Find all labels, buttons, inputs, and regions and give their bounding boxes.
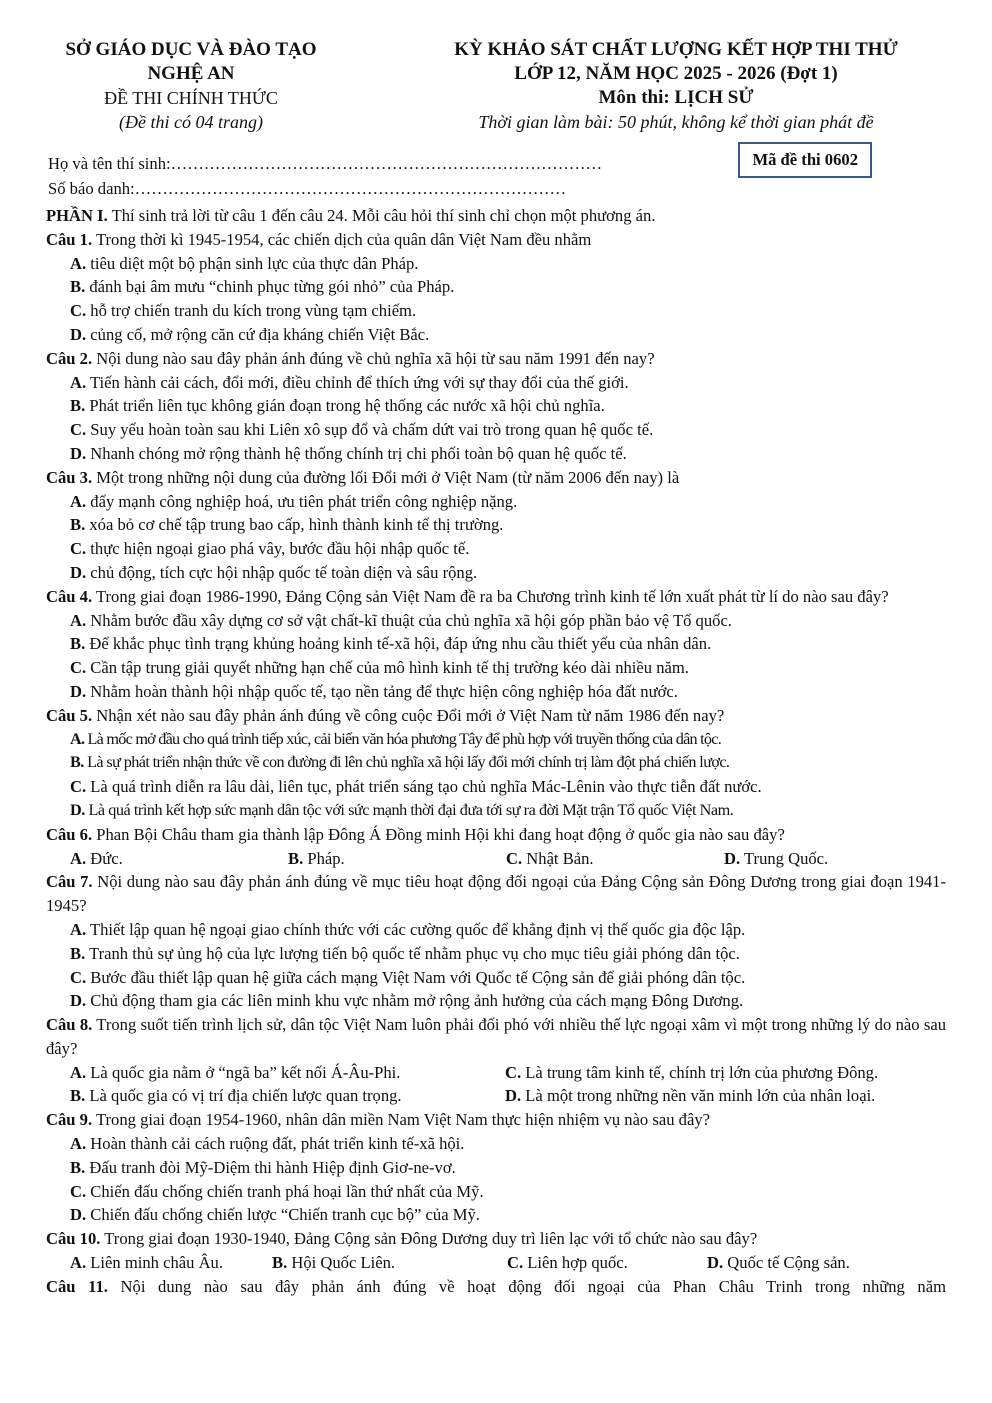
options-row: [46, 1084, 946, 1108]
question-5: [46, 704, 946, 823]
subject-name: Môn thi: LỊCH SỬ: [598, 87, 754, 108]
question-text: Trong giai đoạn 1986-1990, Đảng Cộng sản Việt Nam đề ra ba Chương trình kinh tế lớn xuất phát từ lí do nào sau đây?: [92, 586, 889, 606]
option-d[interactable]: [46, 561, 946, 585]
option-text: Suy yếu hoàn toàn sau khi Liên xô sụp đổ và chấm dứt vai trò trong quan hệ quốc tế.: [86, 420, 654, 440]
option-label: D.: [724, 848, 741, 868]
option-label: A.: [70, 919, 87, 939]
exam-title: KỲ KHẢO SÁT CHẤT LƯỢNG KẾT HỢP THI THỬ: [454, 39, 898, 60]
option-label: A.: [70, 1134, 87, 1154]
question-4: [46, 585, 946, 704]
option-a[interactable]: [46, 371, 946, 395]
option-label: C.: [70, 658, 87, 678]
options-row: [46, 1061, 946, 1085]
option-label: B.: [70, 634, 86, 654]
option-label: D.: [70, 991, 87, 1011]
option-b[interactable]: [46, 394, 946, 418]
option-label: C.: [70, 539, 87, 559]
part1-title: PHẦN I.: [46, 206, 108, 225]
question-number: Câu 9.: [46, 1110, 93, 1130]
province-name: NGHỆ AN: [147, 63, 235, 84]
question-number: Câu 11.: [46, 1276, 108, 1296]
option-label: B.: [70, 1086, 86, 1106]
option-d[interactable]: [724, 847, 946, 871]
option-c[interactable]: [46, 775, 946, 799]
option-label: C.: [507, 1253, 524, 1273]
option-label: B.: [70, 943, 86, 963]
option-text: Chiến đấu chống chiến lược “Chiến tranh cục bộ” của Mỹ.: [86, 1205, 480, 1225]
option-label: D.: [70, 1205, 87, 1225]
option-c[interactable]: [507, 1251, 707, 1275]
option-c[interactable]: [46, 418, 946, 442]
option-label: D.: [70, 324, 87, 344]
option-label: A.: [70, 491, 87, 511]
option-label: B.: [70, 753, 84, 772]
question-number: Câu 7.: [46, 872, 93, 892]
option-a[interactable]: [46, 728, 946, 752]
option-label: B.: [70, 515, 86, 535]
option-text: Hoàn thành cải cách ruộng đất, phát triển kinh tế-xã hội.: [86, 1134, 465, 1154]
question-text: Nhận xét nào sau đây phản ánh đúng về công cuộc Đổi mới ở Việt Nam từ năm 1986 đến nay?: [92, 705, 725, 725]
option-d[interactable]: [707, 1251, 946, 1275]
department-name: SỞ GIÁO DỤC VÀ ĐÀO TẠO: [65, 39, 317, 60]
option-text: đánh bại âm mưu “chinh phục từng gói nhỏ” của Pháp.: [85, 277, 455, 297]
option-label: A.: [70, 729, 85, 748]
question-10: [46, 1227, 946, 1275]
option-label: B.: [70, 277, 86, 297]
option-label: B.: [288, 848, 304, 868]
question-text: Trong thời kì 1945-1954, các chiến dịch của quân dân Việt Nam đều nhằm: [92, 229, 592, 249]
option-text: Thiết lập quan hệ ngoại giao chính thức với các cường quốc để khẳng định vị thế quốc gia độc lập.: [86, 919, 746, 939]
option-text: Liên minh châu Âu.: [86, 1253, 224, 1273]
option-label: C.: [70, 301, 87, 321]
option-text: Là mốc mở đầu cho quá trình tiếp xúc, cải biến văn hóa phương Tây để phù hợp với truyền thống của dân tộc.: [84, 729, 722, 748]
option-label: D.: [707, 1253, 724, 1273]
question-3: [46, 466, 946, 585]
option-text: Để khắc phục tình trạng khủng hoảng kinh tế-xã hội, đáp ứng nhu cầu thiết yếu của nhân dân.: [85, 634, 712, 654]
option-c[interactable]: [505, 1061, 946, 1085]
time-limit: Thời gian làm bài: 50 phút, không kể thời gian phát đề: [478, 112, 874, 132]
option-label: B.: [70, 396, 86, 416]
department-block: [46, 38, 336, 134]
question-9: [46, 1108, 946, 1227]
question-number: Câu 1.: [46, 229, 93, 249]
option-d[interactable]: [46, 799, 946, 823]
option-text: Cần tập trung giải quyết những hạn chế của mô hình kinh tế thị trường kéo dài nhiều năm.: [86, 658, 689, 678]
option-c[interactable]: [46, 537, 946, 561]
option-text: Liên hợp quốc.: [523, 1253, 628, 1273]
candidate-name-field: Họ và tên thí sinh:……………………………………………………………………: [48, 154, 603, 173]
option-b[interactable]: [70, 1084, 505, 1108]
exam-info-block: [406, 38, 946, 134]
option-label: D.: [505, 1086, 522, 1106]
option-text: củng cố, mở rộng căn cứ địa kháng chiến Việt Bắc.: [86, 324, 430, 344]
option-text: Tranh thủ sự ủng hộ của lực lượng tiến bộ quốc tế nhằm phục vụ cho mục tiêu giải phóng dân tộc.: [85, 943, 740, 963]
question-8: [46, 1013, 946, 1108]
option-text: Là quốc gia nằm ở “ngã ba” kết nối Á-Âu-Phi.: [86, 1062, 401, 1082]
options-row: [46, 847, 946, 871]
option-b[interactable]: [288, 847, 506, 871]
question-7: [46, 870, 946, 1013]
option-c[interactable]: [46, 656, 946, 680]
option-text: Chiến đấu chống chiến tranh phá hoại lần thứ nhất của Mỹ.: [86, 1181, 484, 1201]
option-d[interactable]: [505, 1084, 946, 1108]
question-6: [46, 823, 946, 871]
option-text: tiêu diệt một bộ phận sinh lực của thực dân Pháp.: [86, 253, 419, 273]
option-d[interactable]: [46, 323, 946, 347]
option-text: Là quốc gia có vị trí địa chiến lược quan trọng.: [85, 1086, 402, 1106]
option-label: B.: [70, 1157, 86, 1177]
grade-year: LỚP 12, NĂM HỌC 2025 - 2026 (Đợt 1): [514, 63, 838, 84]
option-d[interactable]: [46, 1203, 946, 1227]
option-text: Nhật Bản.: [522, 848, 594, 868]
option-d[interactable]: [46, 680, 946, 704]
option-text: xóa bỏ cơ chế tập trung bao cấp, hình thành kinh tế thị trường.: [85, 515, 504, 535]
option-label: C.: [70, 777, 87, 797]
question-text: Một trong những nội dung của đường lối Đổi mới ở Việt Nam (từ năm 2006 đến nay) là: [92, 467, 680, 487]
option-text: thực hiện ngoại giao phá vây, bước đầu hội nhập quốc tế.: [86, 539, 470, 559]
part1-heading: [46, 204, 946, 228]
option-text: Pháp.: [303, 848, 345, 868]
option-a[interactable]: [46, 609, 946, 633]
option-a[interactable]: [46, 918, 946, 942]
option-label: A.: [70, 1062, 87, 1082]
option-label: B.: [272, 1253, 288, 1273]
question-text: Nội dung nào sau đây phản ánh đúng về mục tiêu hoạt động đối ngoại của Đảng Cộng sản Đông Dương trong giai đoạn 1941-1945?: [46, 872, 946, 916]
question-2: [46, 347, 946, 466]
question-number: Câu 4.: [46, 586, 93, 606]
option-text: Là một trong những nền văn minh lớn của nhân loại.: [521, 1086, 876, 1106]
question-text: Nội dung nào sau đây phản ánh đúng về chủ nghĩa xã hội từ sau năm 1991 đến nay?: [92, 348, 655, 368]
option-label: C.: [70, 420, 87, 440]
candidate-id-field: Số báo danh:……………………………………………………………………: [48, 179, 567, 198]
option-label: C.: [505, 1062, 522, 1082]
option-label: A.: [70, 610, 87, 630]
option-text: Nhanh chóng mở rộng thành hệ thống chính trị chi phối toàn bộ quan hệ quốc tế.: [86, 443, 627, 463]
question-text: Trong giai đoạn 1954-1960, nhân dân miền Nam Việt Nam thực hiện nhiệm vụ nào sau đây?: [92, 1110, 710, 1130]
option-text: Nhằm bước đầu xây dựng cơ sở vật chất-kĩ thuật của chủ nghĩa xã hội góp phần bảo vệ Tổ quốc.: [86, 610, 732, 630]
question-text: Phan Bội Châu tham gia thành lập Đông Á Đồng minh Hội khi đang hoạt động ở quốc gia nào sau đây?: [92, 824, 785, 844]
option-d[interactable]: [46, 442, 946, 466]
option-c[interactable]: [46, 1180, 946, 1204]
option-b[interactable]: [46, 632, 946, 656]
question-text: Trong giai đoạn 1930-1940, Đảng Cộng sản Đông Dương duy trì liên lạc với tổ chức nào sau đây?: [100, 1229, 758, 1249]
option-text: Là trung tâm kinh tế, chính trị lớn của phương Đông.: [521, 1062, 879, 1082]
option-d[interactable]: [46, 989, 946, 1013]
options-row: [46, 1251, 946, 1275]
option-b[interactable]: [46, 513, 946, 537]
option-text: chủ động, tích cực hội nhập quốc tế toàn diện và sâu rộng.: [86, 562, 478, 582]
option-a[interactable]: [70, 847, 288, 871]
option-label: A.: [70, 253, 87, 273]
option-b[interactable]: [46, 751, 946, 775]
exam-header: [46, 38, 946, 134]
official-exam-label: ĐỀ THI CHÍNH THỨC: [104, 88, 278, 108]
option-text: Bước đầu thiết lập quan hệ giữa cách mạng Việt Nam với Quốc tế Cộng sản để giải phóng dân tộc.: [86, 967, 746, 987]
option-text: Là quá trình diễn ra lâu dài, liên tục, phát triển sáng tạo chủ nghĩa Mác-Lênin vào thực tiễn đất nước.: [86, 777, 762, 797]
option-label: A.: [70, 848, 87, 868]
question-11: [46, 1275, 946, 1299]
question-text: Nội dung nào sau đây phản ánh đúng về hoạt động đối ngoại của Phan Châu Trinh trong những năm: [107, 1276, 947, 1296]
question-number: Câu 3.: [46, 467, 93, 487]
option-c[interactable]: [46, 299, 946, 323]
option-text: Đấu tranh đòi Mỹ-Diệm thi hành Hiệp định Giơ-ne-vơ.: [85, 1157, 456, 1177]
option-text: Tiến hành cải cách, đổi mới, điều chỉnh để thích ứng với sự thay đổi của thế giới.: [86, 372, 629, 392]
option-text: Quốc tế Cộng sản.: [723, 1253, 850, 1273]
option-label: A.: [70, 372, 87, 392]
option-a[interactable]: [70, 1061, 505, 1085]
option-b[interactable]: [46, 1156, 946, 1180]
option-label: D.: [70, 562, 87, 582]
option-text: Nhằm hoàn thành hội nhập quốc tế, tạo nền tảng để thực hiện công nghiệp hóa đất nước.: [86, 681, 678, 701]
option-label: D.: [70, 681, 87, 701]
question-text: Trong suốt tiến trình lịch sử, dân tộc Việt Nam luôn phải đối phó với nhiều thế lực ngoại xâm vì một trong những lý do nào sau đây?: [46, 1015, 946, 1058]
option-text: hỗ trợ chiến tranh du kích trong vùng tạm chiếm.: [86, 301, 417, 321]
option-b[interactable]: [46, 942, 946, 966]
option-b[interactable]: [272, 1251, 507, 1275]
question-number: Câu 5.: [46, 705, 93, 725]
option-text: đẩy mạnh công nghiệp hoá, ưu tiên phát triển công nghiệp nặng.: [86, 491, 518, 511]
option-label: C.: [70, 967, 87, 987]
option-a[interactable]: [46, 1132, 946, 1156]
option-label: D.: [70, 800, 85, 819]
option-a[interactable]: [46, 490, 946, 514]
question-number: Câu 2.: [46, 348, 93, 368]
option-c[interactable]: [506, 847, 724, 871]
question-1: [46, 228, 946, 347]
option-text: Hội Quốc Liên.: [287, 1253, 396, 1273]
page-count-note: (Đề thi có 04 trang): [119, 112, 263, 132]
option-label: D.: [70, 443, 87, 463]
candidate-info: [46, 144, 946, 202]
exam-code-box: Mã đề thi 0602: [738, 142, 872, 178]
question-number: Câu 10.: [46, 1229, 101, 1249]
option-text: Trung Quốc.: [740, 848, 829, 868]
part1-description: Thí sinh trả lời từ câu 1 đến câu 24. Mỗi câu hỏi thí sinh chỉ chọn một phương án.: [107, 206, 656, 225]
option-text: Đức.: [86, 848, 123, 868]
option-text: Phát triển liên tục không gián đoạn trong hệ thống các nước xã hội chủ nghĩa.: [85, 396, 605, 416]
option-label: C.: [70, 1181, 87, 1201]
option-c[interactable]: [46, 966, 946, 990]
option-label: A.: [70, 1253, 87, 1273]
option-text: Là quá trình kết hợp sức mạnh dân tộc với sức mạnh thời đại đưa tới sự ra đời Mặt trận Tổ quốc Việt Nam.: [84, 800, 734, 819]
option-b[interactable]: [46, 275, 946, 299]
option-a[interactable]: [70, 1251, 272, 1275]
option-text: Là sự phát triển nhận thức về con đường đi lên chủ nghĩa xã hội lấy đổi mới chính trị làm đột phá chiến lược.: [83, 753, 730, 772]
question-number: Câu 6.: [46, 824, 93, 844]
question-number: Câu 8.: [46, 1015, 93, 1035]
option-text: Chủ động tham gia các liên minh khu vực nhằm mở rộng ảnh hưởng của cách mạng Đông Dương.: [86, 991, 744, 1011]
option-label: C.: [506, 848, 523, 868]
option-a[interactable]: [46, 252, 946, 276]
